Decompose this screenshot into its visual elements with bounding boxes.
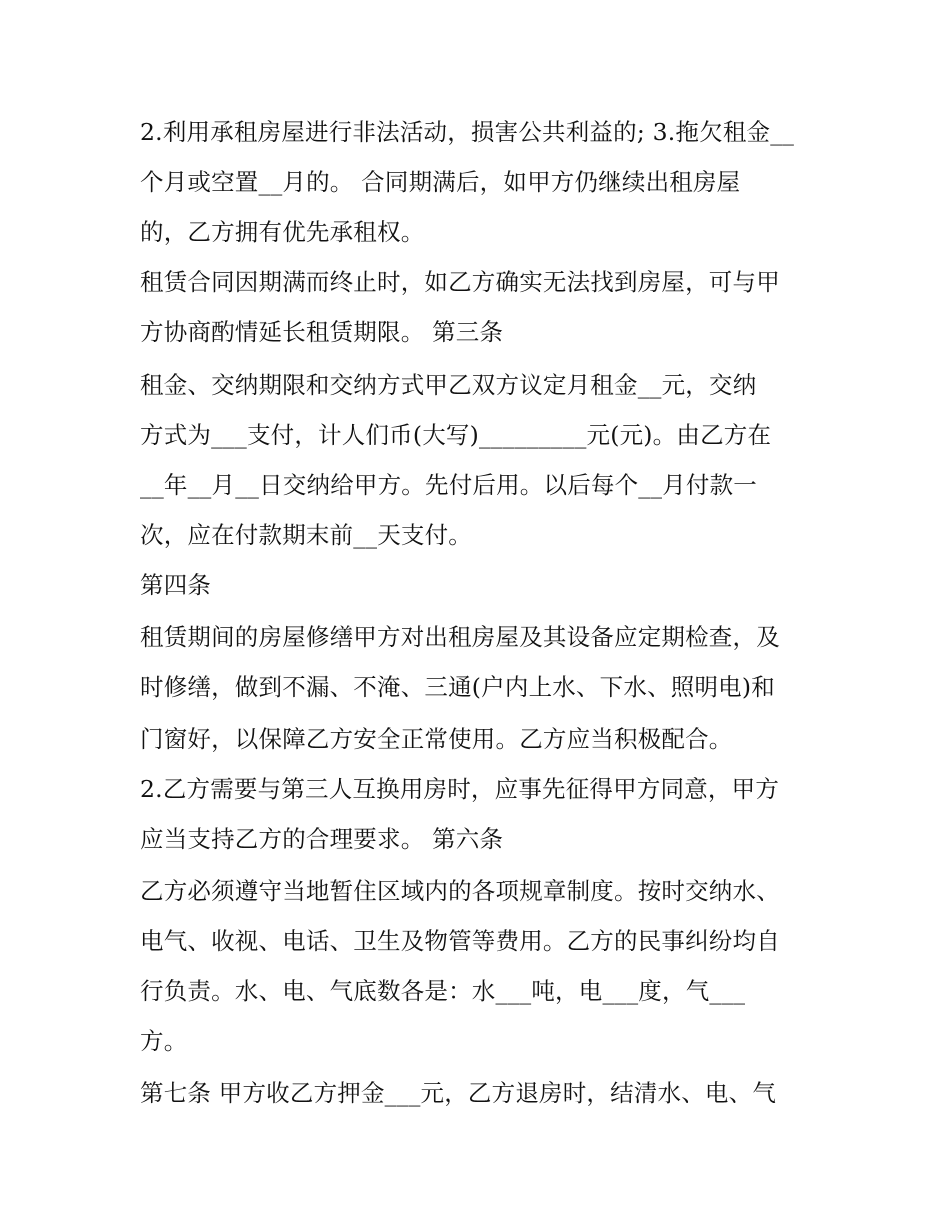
text-line: 应当支持乙方的合理要求。 第六条 <box>140 825 504 853</box>
text-line: 电气、收视、电话、卫生及物管等费用。乙方的民事纠纷均自 <box>140 927 780 955</box>
text-line: 方。 <box>140 1027 188 1055</box>
text-line: 方协商酌情延长租赁期限。 第三条 <box>140 318 504 346</box>
text-line: 方式为___支付，计人们币(大写)_________元(元)。由乙方在 <box>140 421 772 449</box>
text-line: 门窗好，以保障乙方安全正常使用。乙方应当积极配合。 <box>140 725 733 753</box>
text-line: 2.乙方需要与第三人互换用房时，应事先征得甲方同意，甲方 <box>140 775 780 803</box>
text-line: 租赁合同因期满而终止时，如乙方确实无法找到房屋，可与甲 <box>140 268 780 296</box>
text-line: 次，应在付款期末前__天支付。 <box>140 521 472 549</box>
section-heading: 第四条 <box>140 571 212 599</box>
text-line: 行负责。水、电、气底数各是：水___吨，电___度，气___ <box>140 977 746 1005</box>
text-line: 的，乙方拥有优先承租权。 <box>140 218 425 246</box>
text-line: 2.利用承租房屋进行非法活动，损害公共利益的; 3.拖欠租金__ <box>140 118 795 146</box>
text-line: 租赁期间的房屋修缮甲方对出租房屋及其设备应定期检查，及 <box>140 623 780 651</box>
text-line: 时修缮，做到不漏、不淹、三通(户内上水、下水、照明电)和 <box>140 673 775 701</box>
text-line: 租金、交纳期限和交纳方式甲乙双方议定月租金__元，交纳 <box>140 371 757 399</box>
text-line: 个月或空置__月的。 合同期满后，如甲方仍继续出租房屋 <box>140 168 741 196</box>
text-line: __年__月__日交纳给甲方。先付后用。以后每个__月付款一 <box>140 471 757 499</box>
text-line: 第七条 甲方收乙方押金___元，乙方退房时，结清水、电、气 <box>140 1079 777 1107</box>
text-line: 乙方必须遵守当地暂住区域内的各项规章制度。按时交纳水、 <box>140 877 780 905</box>
